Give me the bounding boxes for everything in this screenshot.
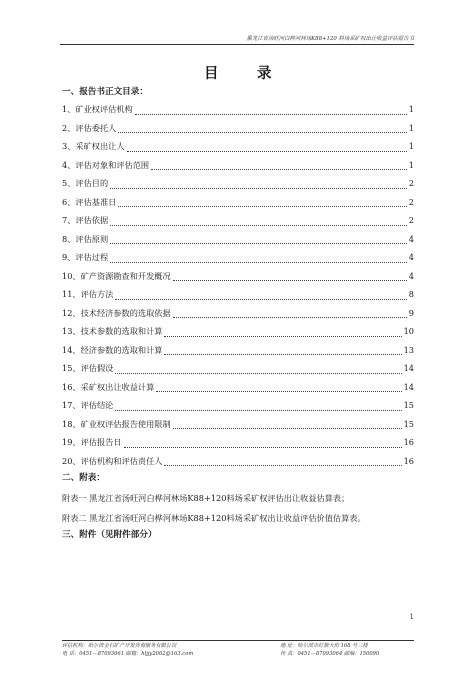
- toc-entry[interactable]: [62, 230, 414, 249]
- toc-entry-label: 13、技术参数的选取和计算: [62, 326, 163, 336]
- toc-dot-leader: [173, 274, 407, 281]
- toc-list: [62, 100, 414, 470]
- toc-entry[interactable]: [62, 248, 414, 267]
- toc-entry-page: 2: [408, 196, 414, 207]
- toc-dot-leader: [124, 441, 402, 448]
- toc-entry[interactable]: [62, 378, 414, 397]
- toc-entry-label: 19、评估报告日: [62, 437, 122, 447]
- report-toc-heading: 一、报告书正文目录：: [62, 87, 148, 97]
- title-char-1: 目: [204, 65, 219, 82]
- toc-entry-page: 1: [408, 122, 414, 133]
- toc-dot-leader: [164, 348, 401, 355]
- toc-entry-label: 20、评估机构和评估责任人: [62, 455, 163, 466]
- toc-entry[interactable]: [62, 100, 414, 119]
- toc-entry-label: 10、矿产资源勘查和开发概况: [62, 270, 171, 281]
- toc-entry-label: 3、采矿权出让人: [62, 141, 125, 151]
- toc-entry-page: 15: [403, 400, 414, 410]
- page-title: [0, 62, 476, 83]
- toc-entry[interactable]: [62, 341, 414, 360]
- toc-dot-leader: [164, 459, 401, 466]
- footer: [62, 640, 414, 658]
- toc-entry-label: 2、评估委托人: [62, 122, 117, 133]
- toc-entry-page: 1: [408, 159, 414, 170]
- toc-entry-page: 16: [403, 455, 414, 466]
- toc-entry[interactable]: [62, 193, 414, 212]
- appendix-item-2[interactable]: 附表二 黑龙江省汤旺河白桦河林场K88+120料场采矿权出让收益评估价值估算表。: [62, 513, 366, 523]
- footer-row-2: [62, 650, 414, 658]
- toc-entry[interactable]: [62, 433, 414, 452]
- toc-entry-label: 18、矿业权评估报告使用限制: [62, 418, 171, 429]
- toc-entry-label: 15、评估假设: [62, 363, 114, 373]
- toc-entry[interactable]: [62, 359, 414, 378]
- toc-entry[interactable]: [62, 174, 414, 193]
- appendix-item-1[interactable]: 附表一 黑龙江省汤旺河白桦河林场K88+120料场采矿权评估出让收益估算表；: [62, 493, 350, 503]
- toc-dot-leader: [115, 293, 406, 300]
- toc-content: [62, 86, 414, 541]
- toc-entry[interactable]: [62, 322, 414, 341]
- toc-entry-page: 16: [403, 437, 414, 447]
- title-char-2: 录: [257, 65, 272, 82]
- toc-dot-leader: [115, 404, 401, 411]
- toc-entry-page: 4: [408, 233, 414, 244]
- toc-dot-leader: [110, 219, 407, 226]
- toc-entry-page: 4: [408, 270, 414, 281]
- page-number: 1: [409, 613, 414, 621]
- toc-entry[interactable]: [62, 285, 414, 304]
- toc-entry-page: 14: [403, 381, 414, 392]
- toc-entry[interactable]: [62, 137, 414, 156]
- toc-entry[interactable]: [62, 415, 414, 434]
- toc-dot-leader: [127, 145, 407, 152]
- toc-entry[interactable]: [62, 396, 414, 415]
- toc-entry-page: 15: [403, 418, 414, 429]
- toc-dot-leader: [173, 422, 402, 429]
- toc-entry[interactable]: [62, 267, 414, 286]
- footer-phone: 电 话：0451—87093061 邮箱：hljjy2002@163.com: [62, 651, 194, 657]
- toc-entry-page: 14: [403, 363, 414, 373]
- toc-entry-page: 1: [408, 141, 414, 151]
- footer-fax: 传 真：0451—87093064 邮编：150090: [280, 651, 380, 657]
- toc-entry[interactable]: [62, 119, 414, 138]
- toc-entry-label: 4、评估对象和评估范围: [62, 159, 150, 170]
- toc-dot-leader: [110, 256, 407, 263]
- toc-dot-leader: [156, 385, 401, 392]
- toc-entry-label: 9、评估过程: [62, 252, 109, 262]
- toc-dot-leader: [118, 200, 406, 207]
- toc-dot-leader: [173, 311, 407, 318]
- running-header: 黑龙江省汤旺河白桦河林场K88+120 料场采矿权出让收益评估报告书: [60, 34, 414, 45]
- toc-entry-label: 5、评估目的: [62, 178, 109, 188]
- toc-entry-page: 9: [408, 307, 414, 318]
- toc-entry-label: 6、评估基准日: [62, 196, 117, 207]
- footer-address: 地 址：哈尔滨市红旗大街 168 号三楼: [280, 643, 368, 649]
- toc-entry[interactable]: [62, 211, 414, 230]
- toc-entry[interactable]: [62, 452, 414, 471]
- toc-dot-leader: [115, 367, 401, 374]
- toc-entry-label: 7、评估依据: [62, 215, 109, 225]
- appendix-heading: 二、附表：: [62, 473, 105, 483]
- toc-dot-leader: [135, 108, 407, 115]
- toc-entry-page: 4: [408, 252, 414, 262]
- toc-entry-page: 8: [408, 289, 414, 299]
- footer-row-1: [62, 642, 414, 650]
- toc-entry[interactable]: [62, 156, 414, 175]
- toc-entry-label: 12、技术经济参数的选取依据: [62, 307, 171, 318]
- toc-dot-leader: [164, 330, 401, 337]
- appendix-list: [62, 488, 414, 528]
- toc-entry-label: 14、经济参数的选取和计算: [62, 344, 163, 355]
- toc-dot-leader: [118, 126, 406, 133]
- toc-dot-leader: [110, 237, 407, 244]
- toc-entry-label: 11、评估方法: [62, 289, 114, 299]
- toc-entry-page: 1: [408, 104, 414, 114]
- toc-entry[interactable]: [62, 304, 414, 323]
- toc-entry-page: 2: [408, 215, 414, 225]
- footer-org: 评估机构：哈尔滨金石矿产开发咨询服务有限公司: [62, 643, 177, 649]
- toc-entry-label: 16、采矿权出让收益计算: [62, 381, 155, 392]
- toc-dot-leader: [151, 163, 407, 170]
- toc-entry-label: 1、矿业权评估机构: [62, 104, 133, 114]
- toc-entry-page: 2: [408, 178, 414, 188]
- toc-dot-leader: [110, 182, 407, 189]
- toc-entry-label: 17、评估结论: [62, 400, 114, 410]
- attachment-heading: 三、附件（见附件部分）: [62, 530, 157, 540]
- toc-entry-label: 8、评估原则: [62, 233, 109, 244]
- toc-entry-page: 13: [403, 344, 414, 355]
- toc-entry-page: 10: [403, 326, 414, 336]
